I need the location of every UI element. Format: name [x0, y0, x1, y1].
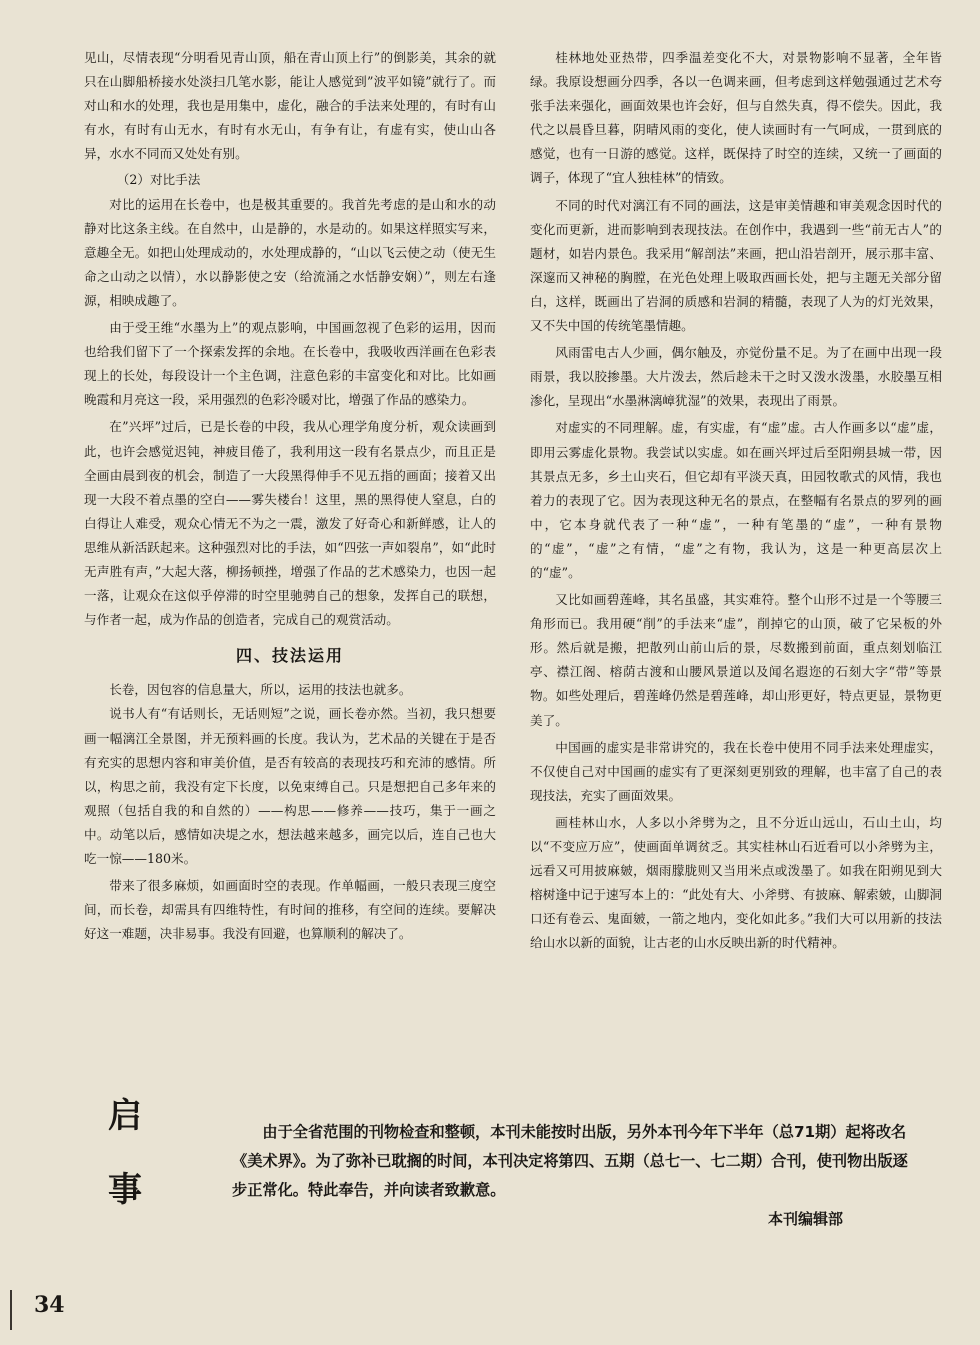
paragraph: 见山，尽情表现“分明看见青山顶，船在青山顶上行”的倒影美，其余的就只在山脚船桥接水处淡扫几笔水影，能让人感觉到”波平如镜”就行了。而对山和水的处理，我也是用集中，虚化，融合的手法来处理的，有时有山有水，有时有山无水，有时有水无山，有争有让，有虚有实，使山山各异，水水不同而又处处有别。: [84, 50, 496, 162]
subsection-heading: （2）对比手法: [116, 172, 201, 188]
left-text-column: [84, 46, 496, 946]
notice-title-char: 事: [108, 1170, 142, 1210]
paragraph: 在”兴坪”过后，已是长卷的中段，我从心理学角度分析，观众读画到此，也许会感觉迟钝，神疲目倦了，我利用这一段有名景点少，而且正是全画由晨到夜的机会，制造了一大段黑得伸手不见五指的画面；接着又出现一大段不着点墨的空白——雾失楼台！这里，黑的黑得使人窒息，白的白得让人难受，观众心情无不为之一震，激发了好奇心和新鲜感，让人的思维从新活跃起来。这种强烈对比的手法，如“四弦一声如裂帛”，如“此时无声胜有声，”大起大落，柳扬顿挫，增强了作品的艺术感染力，也因一起一落，让观众在这似乎停滞的时空里驰骋自己的想象，发挥自己的联想，与作者一起，成为作品的创造者，完成自己的观赏活动。: [84, 419, 496, 628]
margin-divider: [10, 1290, 12, 1330]
right-text-column: [530, 46, 942, 955]
paragraph: 带来了很多麻烦，如画面时空的表现。作单幅画，一般只表现三度空间，而长卷，却需具有四维特性，有时间的推移，有空间的连续。要解决好这一难题，决非易事。我没有回避，也算顺利的解决了。: [84, 878, 496, 942]
paragraph: 由于受王维“水墨为上”的观点影响，中国画忽视了色彩的运用，因而也给我们留下了一个探索发挥的余地。在长卷中，我吸收西洋画在色彩表现上的长处，每段设计一个主色调，注意色彩的丰富变化和对比。比如画晚霞和月亮这一段，采用强烈的色彩冷暖对比，增强了作品的感染力。: [84, 320, 496, 408]
page-number: 34: [34, 1292, 65, 1318]
paragraph: 对比的运用在长卷中，也是极其重要的。我首先考虑的是山和水的动静对比这条主线。在自然中，山是静的，水是动的。如果这样照实写来，意趣全无。如把山处理成动的，水处理成静的，“山以飞云使之动（使无生命之山动之以情），水以静影使之安（给流涌之水恬静安娴）”，则左右逢源，相映成趣了。: [84, 196, 496, 308]
paragraph: 风雨雷电古人少画，偶尔触及，亦觉份量不足。为了在画中出现一段雨景，我以胶掺墨。大片泼去，然后趁未干之时又泼水泼墨，水胶墨互相渗化，呈现出“水墨淋漓嶂犹湿”的效果，表现出了雨景。: [530, 345, 942, 409]
notice-text: 由于全省范围的刊物检查和整顿，本刊未能按时出版，另外本刊今年下半年（总71期）起将改名《美术界》。为了弥补已耽搁的时间，本刊决定将第四、五期（总七一、七二期）合刊，使刊物出版逐步正常化。特此奉告，并向读者致歉意。: [232, 1123, 908, 1199]
paragraph: 中国画的虚实是非常讲究的，我在长卷中使用不同手法来处理虚实，不仅使自己对中国画的虚实有了更深刻更别致的理解，也丰富了自己的表现技法，充实了画面效果。: [530, 739, 942, 803]
section-heading: 四、技法运用: [235, 646, 344, 666]
paragraph: 不同的时代对漓江有不同的画法，这是审美情趣和审美观念因时代的变化而更新，进而影响到表现技法。在创作中，我遇到一些“前无古人”的题材，如岩内景色。我采用“解剖法”来画，把山沿岩剖开，展示那丰富、深邃而又神秘的胸膛，在光色处理上吸取西画长处，把与主题无关部分留白，这样，既画出了岩洞的质感和岩洞的精髓，表现了人为的灯光效果，又不失中国的传统笔墨情趣。: [530, 197, 942, 334]
notice-signature: 本刊编辑部: [768, 1210, 844, 1228]
notice-body: [232, 1118, 922, 1205]
paragraph: 桂林地处亚热带，四季温差变化不大，对景物影响不显著，全年皆绿。我原设想画分四季，各以一色调来画，但考虑到这样勉强通过艺术夸张手法来强化，画面效果也许会好，但与自然失真，得不偿失。因此，我代之以晨昏旦暮，阴晴风雨的变化，使人读画时有一气呵成，一贯到底的感觉，也有一日游的感觉。这样，既保持了时空的连续，又统一了画面的调子，体现了“宜人独桂林”的情致。: [530, 50, 942, 186]
paragraph: 画桂林山水，人多以小斧劈为之，且不分近山远山，石山土山，均以“不变应万应”，使画面单调贫乏。其实桂林山石近看可以小斧劈为主，远看又可用披麻皴，烟雨朦胧则又当用米点或泼墨了。如我在阳朔见到大榕树逢中记于速写本上的：“此处有大、小斧劈、有披麻、解索皴，山脚洞口还有卷云、鬼面皴，一箭之地内，变化如此多。”我们大可以用新的技法给山水以新的面貌，让古老的山水反映出新的时代精神。: [530, 814, 942, 951]
paragraph: 长卷，因包容的信息量大，所以，运用的技法也就多。: [109, 682, 412, 698]
paragraph: 对虚实的不同理解。虚，有实虚，有“虚”虚。古人作画多以“虚”虚，即用云雾虚化景物。我尝试以实虚。如在画兴坪过后至阳朔县城一带，因其景点无多，乡土山夹石，但它却有平淡天真，田园牧歌式的风情，我也着力的表现了它。因为表现这种无名的景点，在整幅有名景点的罗列的画中，它本身就代表了一种“虚”，一种有笔墨的“虚”，一种有景物的“虚”，“虚”之有情，“虚”之有物，我认为，这是一种更高层次上的“虚”。: [530, 420, 942, 580]
paragraph: 又比如画碧莲峰，其名虽盛，其实难符。整个山形不过是一个等腰三角形而已。我用硬“削”的手法来“虚”，削掉它的山顶，破了它呆板的外形。然后就是搬，把散列山前山后的景，尽数搬到前面，重点刻划临江亭、襟江阁、榕荫古渡和山腰风景道以及闻名遐迩的石刻大字“带”等景物。如些处理后，碧莲峰仍然是碧莲峰，却山形更好，特点更显，景物更美了。: [530, 592, 942, 728]
notice-title-char: 启: [108, 1096, 142, 1136]
paragraph: 说书人有“有话则长，无话则短”之说，画长卷亦然。当初，我只想要画一幅漓江全景图，并无预料画的长度。我认为，艺术品的关键在于是否有充实的思想内容和审美价值，是否有较高的表现技巧和充沛的感情。所以，构思之前，我没有定下长度，以免束缚自己。只是想把自己多年来的观照（包括自我的和自然的）——构思——修养——技巧，集于一画之中。动笔以后，感情如决堤之水，想法越来越多，画完以后，连自己也大吃一惊——180米。: [84, 706, 496, 866]
